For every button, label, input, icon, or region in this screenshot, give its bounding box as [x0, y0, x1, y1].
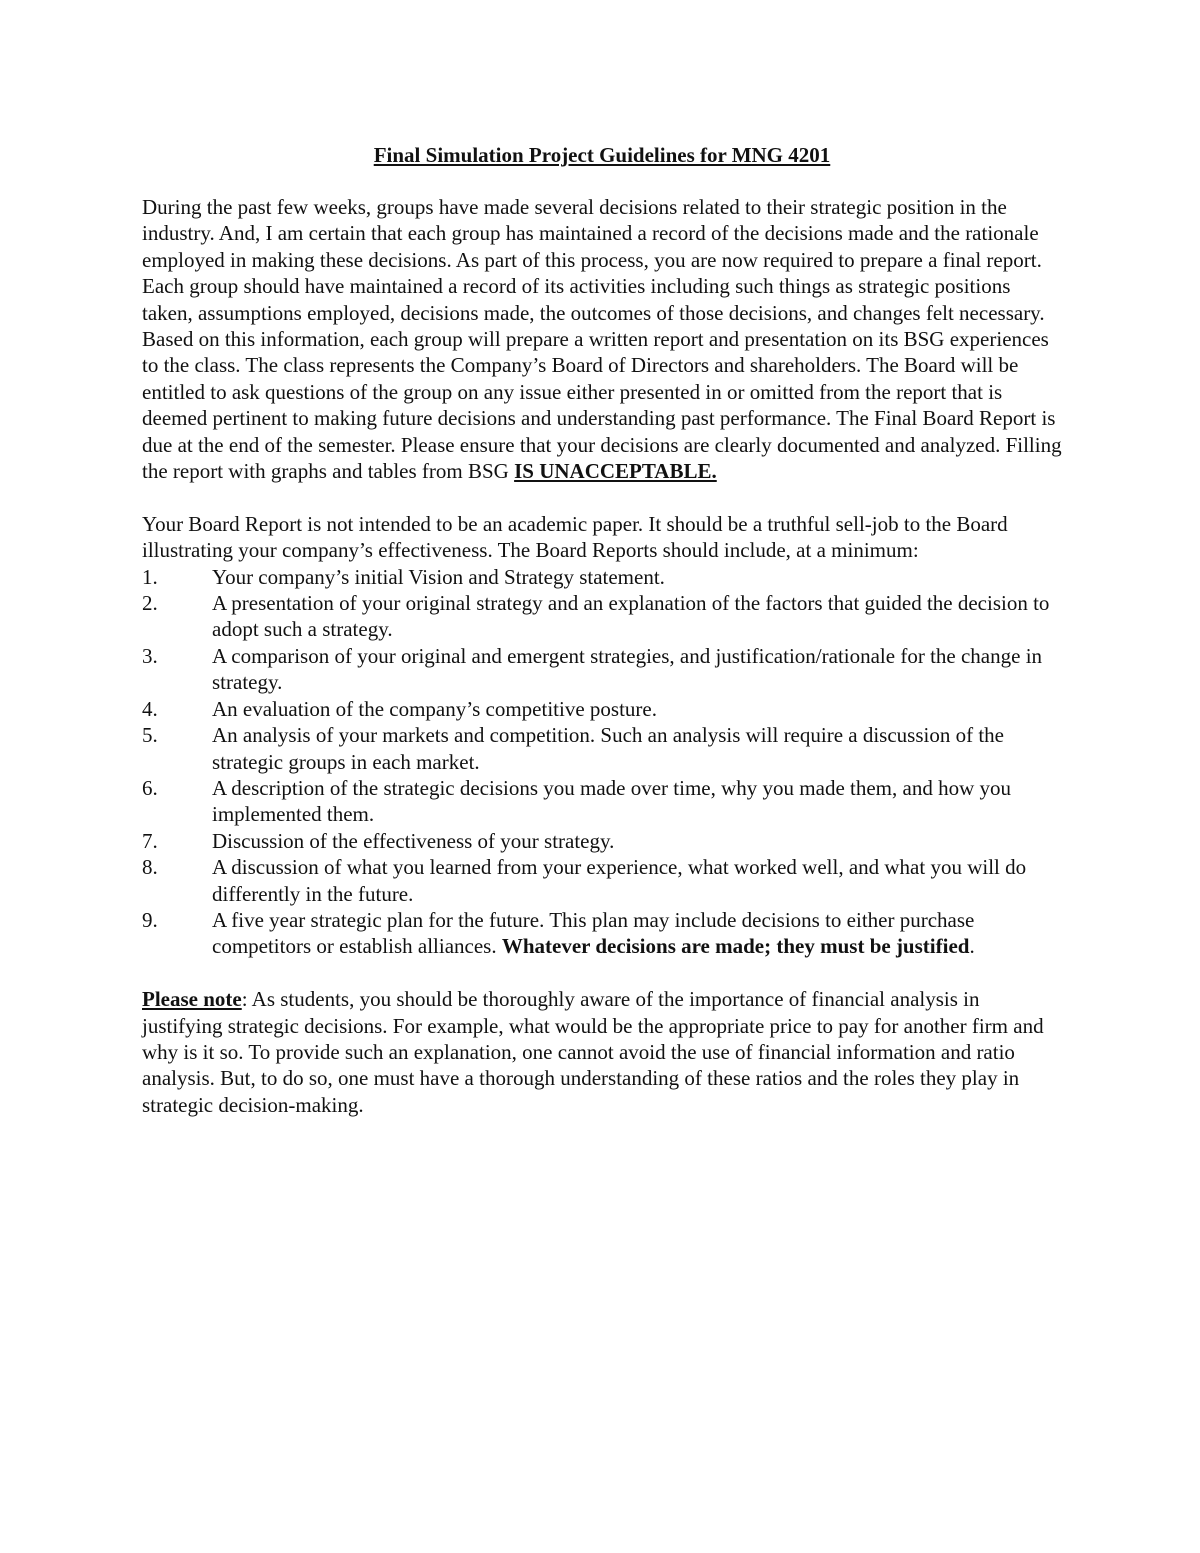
- list-item: [142, 643, 1062, 696]
- list-item-number: 4.: [142, 696, 158, 721]
- list-item-text: A presentation of your original strategy and an explanation of the factors that guided the decision to adopt such a strategy.: [212, 591, 1050, 642]
- list-item-number: 5.: [142, 723, 158, 748]
- list-item-text: An analysis of your markets and competition. Such an analysis will require a discussion of the strategic groups in each market.: [212, 723, 1005, 774]
- list-item: [142, 590, 1062, 643]
- intro-paragraph: [142, 194, 1062, 484]
- list-item-text: An evaluation of the company’s competitive posture.: [212, 696, 657, 721]
- list-item-number: 8.: [142, 855, 158, 880]
- list-item: [142, 828, 1062, 854]
- note-text: : As students, you should be thoroughly aware of the importance of financial analysis in justifying strategic decisions. For example, what would be the appropriate price to pay for another firm and why is it so. To provide such an explanation, one cannot avoid the use of financial information and ratio analysis. But, to do so, one must have a thorough understanding of these ratios and the roles they play in strategic decision-making.: [142, 987, 1044, 1117]
- list-item: [142, 907, 1062, 960]
- note-paragraph: [142, 986, 1062, 1118]
- document-title: Final Simulation Project Guidelines for MNG 4201: [373, 143, 831, 167]
- list-item-bold-tail: Whatever decisions are made; they must be justified: [501, 934, 970, 959]
- list-item-number: 7.: [142, 828, 158, 853]
- list-item-number: 1.: [142, 564, 158, 589]
- list-item-number: 2.: [142, 591, 158, 616]
- list-item-text: [212, 907, 1062, 960]
- list-item-text: A description of the strategic decisions you made over time, why you made them, and how you implemented them.: [212, 775, 1011, 827]
- list-item-number: 3.: [142, 643, 158, 668]
- list-item-text: Your company’s initial Vision and Strategy statement.: [212, 564, 665, 589]
- note-label: Please note: [142, 987, 242, 1012]
- list-item-number: 9.: [142, 907, 158, 932]
- list-item: [142, 854, 1062, 907]
- document-page: [142, 142, 1062, 1118]
- list-item-text-main: A five year strategic plan for the future. This plan may include decisions to either purchase competitors or establish alliances.: [212, 907, 975, 959]
- intro-text: During the past few weeks, groups have made several decisions related to their strategic position in the industry. And, I am certain that each group has maintained a record of the decisions made and the rationale employed in making these decisions. As part of this process, you are now required to prepare a final report. Each group should have maintained a record of its activities including such things as strategic positions taken, assumptions employed, decisions made, the outcomes of those decisions, and changes felt necessary. Based on this information, each group will prepare a written report and presentation on its BSG experiences to the class. The class represents the Company’s Board of Directors and shareholders. The Board will be entitled to ask questions of the group on any issue either presented in or omitted from the report that is deemed pertinent to making future decisions and understanding past performance. The Final Board Report is due at the end of the semester. Please ensure that your decisions are clearly documented and analyzed. Filling the report with graphs and tables from BSG: [142, 195, 1062, 484]
- list-item-number: 6.: [142, 775, 158, 800]
- list-item-text: A comparison of your original and emergent strategies, and justification/rationale for the change in strategy.: [212, 643, 1043, 695]
- intro-emphasis: IS UNACCEPTABLE.: [514, 459, 717, 484]
- list-item-text: Discussion of the effectiveness of your strategy.: [212, 828, 615, 853]
- list-item: [142, 775, 1062, 828]
- requirements-list: [142, 564, 1062, 960]
- board-report-intro: Your Board Report is not intended to be an academic paper. It should be a truthful sell-job to the Board illustrating your company’s effectiveness. The Board Reports should include, at a minimum:: [142, 511, 1008, 563]
- list-item: [142, 564, 1062, 590]
- list-item: [142, 722, 1062, 775]
- list-item-tail: .: [969, 934, 975, 959]
- list-item-text: A discussion of what you learned from your experience, what worked well, and what you will do differently in the future.: [212, 855, 1027, 906]
- list-item: [142, 696, 1062, 722]
